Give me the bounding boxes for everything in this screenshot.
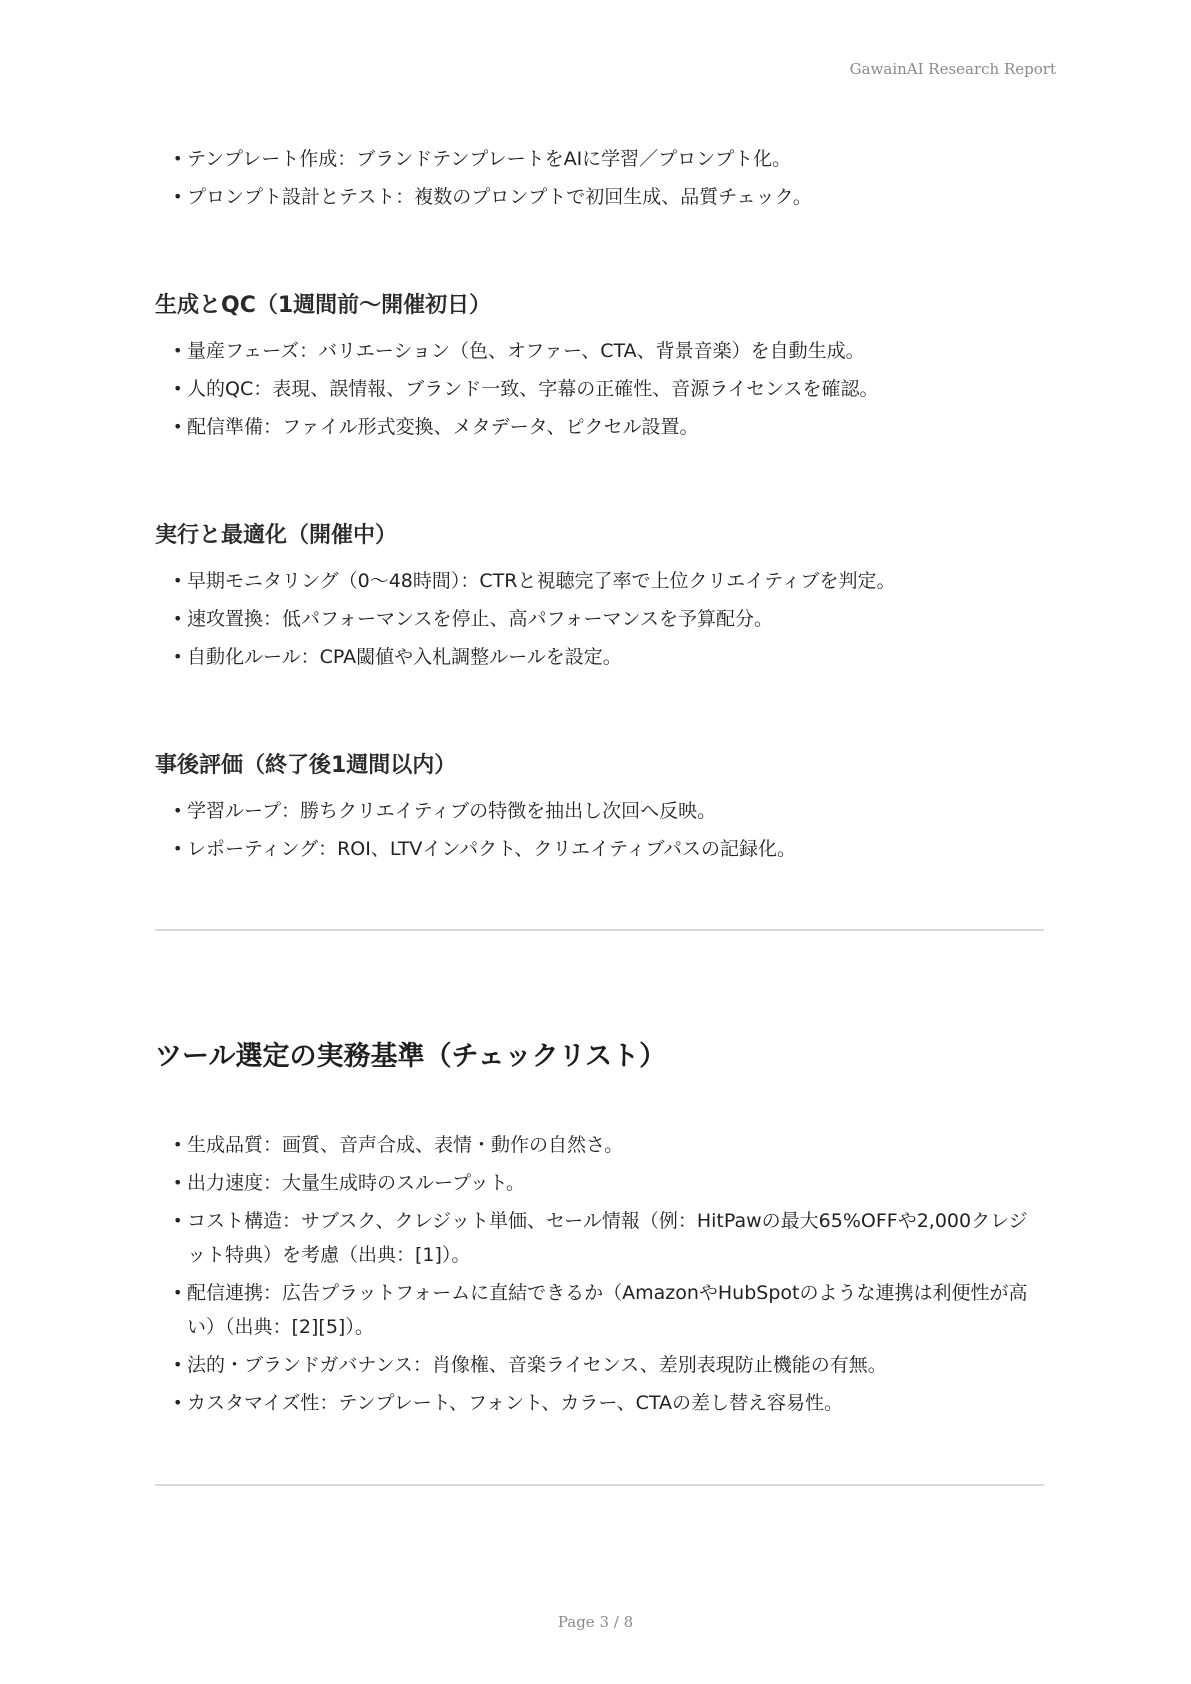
section-heading-post-evaluation: 事後評価（終了後1週間以内） [155,753,457,778]
list-item: • 量産フェーズ：バリエーション（色、オファー、CTA、背景音楽）を自動生成。 [155,334,1045,368]
checklist-heading: ツール選定の実務基準（チェックリスト） [155,1041,667,1072]
page-number: Page 3 / 8 [557,1613,634,1631]
list-item: • 生成品質：画質、音声合成、表情・動作の自然さ。 [155,1128,1045,1162]
list-item: • 早期モニタリング（0〜48時間）：CTRと視聴完了率で上位クリエイティブを判定。 [155,564,1045,598]
list-item: • 出力速度：大量生成時のスループット。 [155,1166,1045,1200]
list-item: • コスト構造：サブスク、クレジット単価、セール情報（例：HitPawの最大65%OFFや2,000クレジット特典）を考慮（出典：[1]）。 [155,1204,1045,1272]
list-item: • 自動化ルール：CPA閾値や入札調整ルールを設定。 [155,640,1045,674]
list-item: • 学習ループ：勝ちクリエイティブの特徴を抽出し次回へ反映。 [155,794,1045,828]
section-heading-execution: 実行と最適化（開催中） [155,523,398,548]
section-list-execution [155,564,1045,678]
section-divider [155,929,1044,931]
section-list-generation-qc [155,334,1045,448]
list-item: • 配信連携：広告プラットフォームに直結できるか（AmazonやHubSpotのような連携は利便性が高い）（出典：[2][5]）。 [155,1276,1045,1344]
section-divider [155,1484,1044,1486]
list-item: • カスタマイズ性：テンプレート、フォント、カラー、CTAの差し替え容易性。 [155,1386,1045,1420]
list-item: • レポーティング：ROI、LTVインパクト、クリエイティブパスの記録化。 [155,832,1045,866]
report-header-title: GawainAI Research Report [849,60,1056,78]
list-item: • プロンプト設計とテスト：複数のプロンプトで初回生成、品質チェック。 [155,180,1045,214]
section-heading-generation-qc: 生成とQC（1週間前〜開催初日） [155,293,492,318]
list-item: • 人的QC：表現、誤情報、ブランド一致、字幕の正確性、音源ライセンスを確認。 [155,372,1045,406]
list-item: • 速攻置換：低パフォーマンスを停止、高パフォーマンスを予算配分。 [155,602,1045,636]
list-item: • 配信準備：ファイル形式変換、メタデータ、ピクセル設置。 [155,410,1045,444]
intro-list [155,142,1045,218]
list-item: • テンプレート作成：ブランドテンプレートをAIに学習／プロンプト化。 [155,142,1045,176]
list-item: • 法的・ブランドガバナンス：肖像権、音楽ライセンス、差別表現防止機能の有無。 [155,1348,1045,1382]
section-list-post-evaluation [155,794,1045,870]
checklist-list [155,1128,1045,1424]
